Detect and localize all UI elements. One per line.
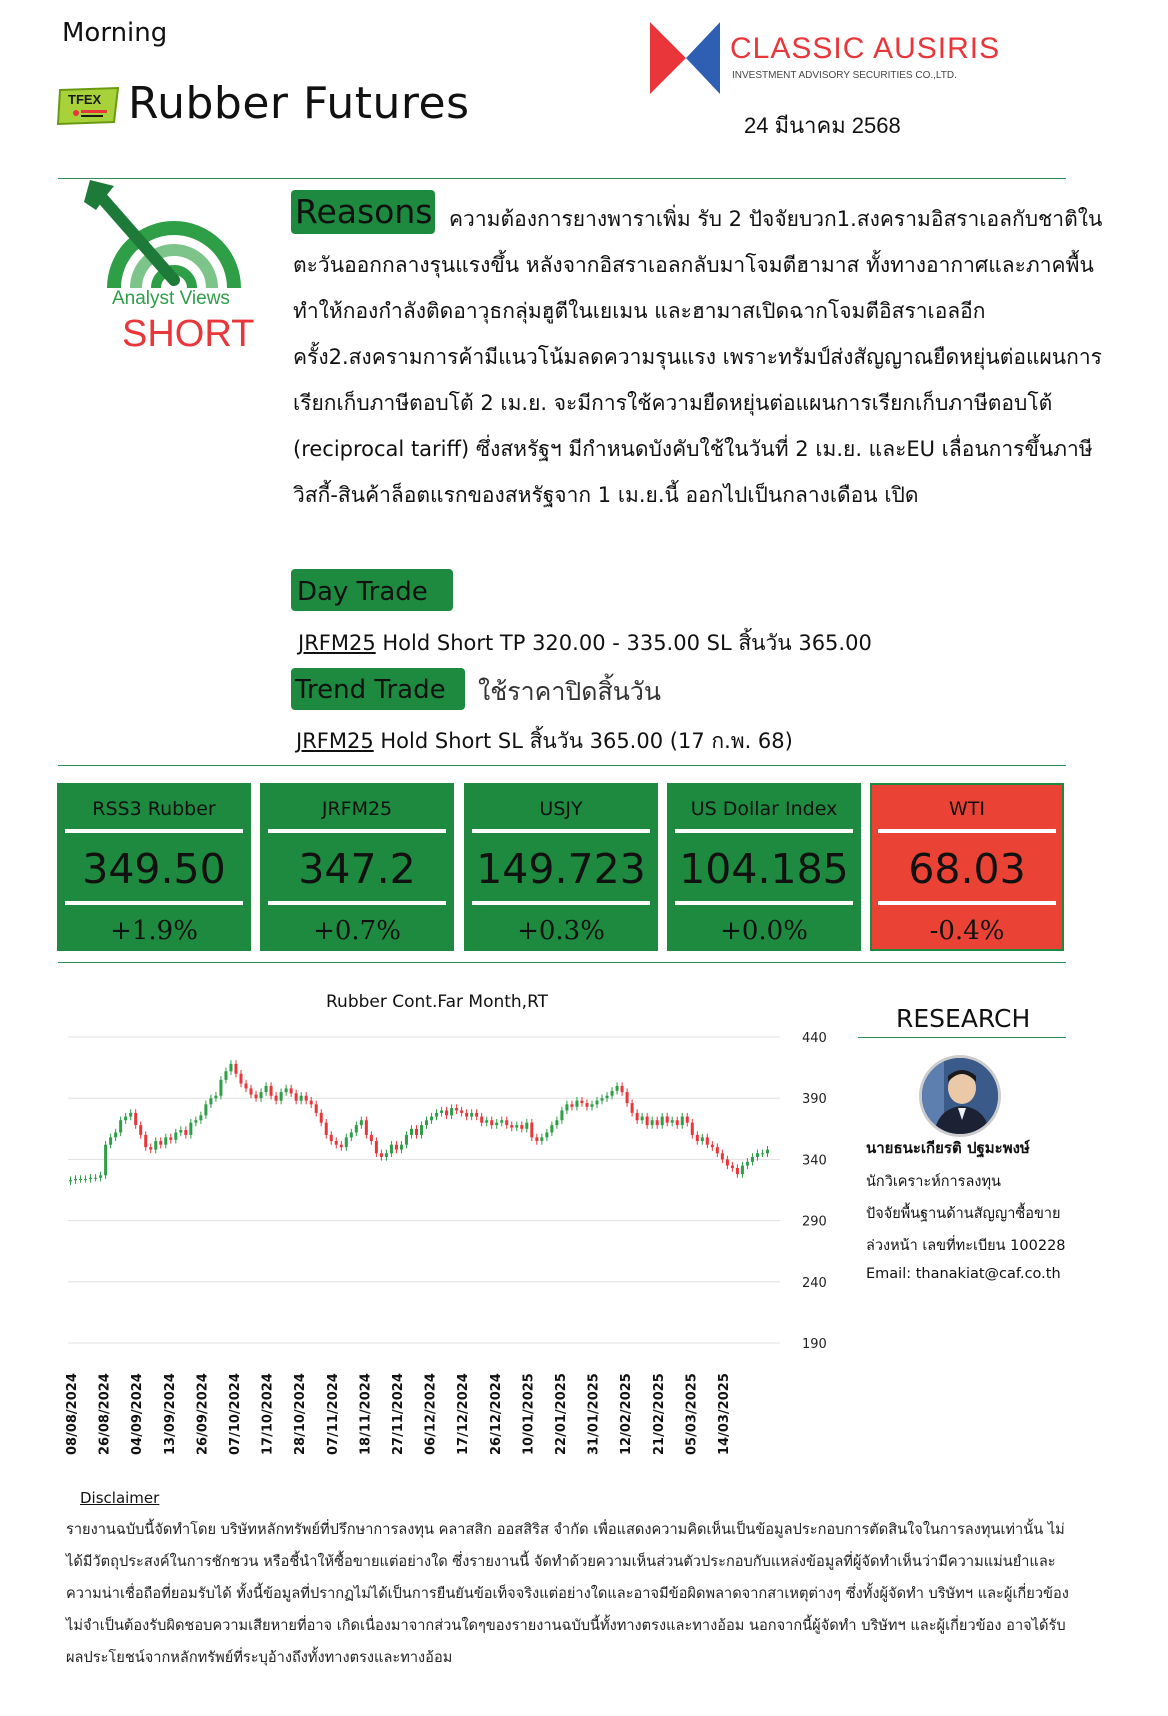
disclaimer-text: รายงานฉบับนี้จัดทำโดย บริษัทหลักทรัพย์ที่ปรึกษาการลงทุน คลาสสิก ออสสิริส จำกัด เพื่อแสดงความคิดเห็นเป็นข้อมูลประกอบการตัดสินใจในการลงทุนเท่านั้น ไม่ได้มีวัตถุประสงค์ในการชักชวน หรือชี้นำให้ซื้อขายแต่อย่างใด ซึ่งรายงานนี้ จัดทำด้วยความเห็นส่วนตัวประกอบกับแหล่งข้อมูลที่ผู้จัดทำเห็นว่ามีความแม่นยำและความน่าเชื่อถือที่ยอมรับได้ ทั้งนี้ข้อมูลที่ปรากฏไม่ได้เป็นการยืนยันข้อเท็จจริงแต่อย่างใดและอาจมีข้อผิดพลาดจากสาเหตุต่างๆ ซึ่งทั้งผู้จัดทำ บริษัทฯ และผู้เกี่ยวข้องไม่จำเป็นต้องรับผิดชอบความเสียหายที่อาจ เกิดเนื่องมาจากส่วนใดๆของรายงานฉบับนี้ทั้งทางตรงและทางอ้อม นอกจากนี้ผู้จัดทำ บริษัทฯ และผู้เกี่ยวข้อง อาจได้รับผลประโยชน์จากหลักทรัพย์ที่ระบุอ้างถึงทั้งทางตรงและทางอ้อม	[66, 1521, 1069, 1666]
candle	[239, 1074, 242, 1084]
candle	[445, 1110, 448, 1115]
x-tick-label: 12/02/2025	[619, 1373, 635, 1455]
candle	[596, 1101, 599, 1105]
candle	[255, 1095, 258, 1099]
candle	[656, 1120, 659, 1125]
candle	[360, 1120, 363, 1125]
candle	[641, 1117, 644, 1121]
candle	[711, 1145, 714, 1147]
candle	[94, 1178, 97, 1179]
reasons-label: Reasons	[291, 190, 435, 234]
avatar	[919, 1055, 1001, 1137]
ticker-change: -0.4%	[929, 916, 1005, 946]
candle	[104, 1145, 107, 1176]
candle	[169, 1137, 172, 1139]
candle	[149, 1147, 152, 1149]
candle	[701, 1137, 704, 1141]
ticker-box-wti	[870, 783, 1064, 951]
x-tick-label: 18/11/2024	[358, 1373, 374, 1455]
x-tick-label: 06/12/2024	[423, 1373, 439, 1455]
candle	[485, 1120, 488, 1122]
candle	[495, 1123, 498, 1125]
candle	[260, 1092, 263, 1098]
ticker-box-usjy	[464, 783, 658, 951]
x-tick-label: 21/02/2025	[651, 1373, 667, 1455]
candle	[265, 1086, 268, 1092]
candle	[400, 1145, 403, 1150]
analyst-role: นักวิเคราะห์การลงทุน	[866, 1174, 1001, 1190]
ticker-value: 104.185	[679, 845, 849, 893]
candle	[510, 1125, 513, 1127]
candle	[475, 1113, 478, 1117]
candle	[420, 1125, 423, 1135]
candle	[616, 1086, 619, 1091]
ticker-label: WTI	[949, 798, 985, 820]
trend-trade-label: Trend Trade	[291, 668, 465, 710]
page-title: Rubber Futures	[128, 78, 470, 129]
x-tick-label: 14/03/2025	[717, 1373, 732, 1455]
trend-trade-line	[296, 725, 793, 758]
candle	[219, 1080, 222, 1096]
ticker-change: +0.0%	[720, 916, 808, 946]
ticker-value: 349.50	[82, 845, 226, 893]
candle	[405, 1135, 408, 1145]
candle	[69, 1180, 72, 1181]
candle	[741, 1166, 744, 1175]
x-tick-label: 26/12/2024	[488, 1373, 504, 1455]
candle	[194, 1120, 197, 1122]
candle	[350, 1132, 353, 1137]
candle	[555, 1120, 558, 1125]
candle	[345, 1137, 348, 1147]
candle	[696, 1135, 699, 1141]
candle	[465, 1113, 468, 1117]
candle	[651, 1120, 654, 1125]
tfex-badge-text: TFEX	[68, 92, 102, 107]
candle	[626, 1092, 629, 1103]
candle	[370, 1135, 373, 1141]
candle	[124, 1117, 127, 1121]
candle	[355, 1125, 358, 1132]
candle	[736, 1168, 739, 1174]
candle	[550, 1125, 553, 1132]
analyst-views-label: Analyst Views	[112, 288, 230, 309]
candle	[159, 1141, 162, 1145]
x-tick-label: 05/03/2025	[684, 1373, 700, 1455]
analyst-desc-2: ล่วงหน้า เลขที่ทะเบียน 100228	[866, 1238, 1066, 1254]
candle	[666, 1117, 669, 1123]
x-tick-label: 07/10/2024	[228, 1373, 243, 1455]
candle	[214, 1096, 217, 1098]
day-trade-symbol: JRFM25	[298, 631, 376, 655]
x-tick-label: 26/09/2024	[195, 1373, 211, 1455]
x-tick-label: 28/10/2024	[293, 1373, 309, 1455]
ticker-box-jrfm25	[260, 783, 454, 951]
candle	[535, 1137, 538, 1141]
x-tick-label: 31/01/2025	[586, 1373, 602, 1455]
candle	[224, 1071, 227, 1080]
x-tick-label: 13/09/2024	[162, 1373, 178, 1455]
candle	[330, 1135, 333, 1141]
candle	[380, 1153, 383, 1157]
candle	[295, 1093, 298, 1100]
candle	[199, 1115, 202, 1120]
x-tick-label: 17/10/2024	[260, 1373, 276, 1455]
candle	[114, 1132, 117, 1137]
candle	[636, 1113, 639, 1120]
candle	[119, 1120, 122, 1132]
candle	[570, 1104, 573, 1106]
candle	[234, 1064, 237, 1074]
day-trade-text: Hold Short TP 320.00 - 335.00 SL สิ้นวัน 365.00	[375, 631, 872, 655]
candle	[285, 1088, 288, 1092]
candle	[515, 1125, 518, 1127]
candle	[415, 1129, 418, 1135]
candle	[575, 1101, 578, 1107]
candle	[315, 1104, 318, 1113]
candle	[726, 1159, 729, 1165]
tfex-badge-icon	[54, 84, 122, 128]
candle	[174, 1132, 177, 1139]
candle	[706, 1137, 709, 1144]
trend-trade-text: Hold Short SL สิ้นวัน 365.00 (17 ก.พ. 68)	[373, 729, 793, 753]
y-tick-label: 340	[802, 1153, 827, 1169]
candle	[661, 1117, 664, 1126]
x-tick-label: 04/09/2024	[130, 1373, 146, 1455]
candle	[460, 1110, 463, 1112]
price-chart	[60, 1025, 850, 1475]
candle	[480, 1117, 483, 1123]
edition-label: Morning	[62, 18, 168, 48]
analyst-photo-icon	[922, 1058, 998, 1134]
disclaimer-heading: Disclaimer	[80, 1489, 160, 1507]
candle	[425, 1120, 428, 1125]
day-trade-label: Day Trade	[291, 569, 453, 611]
candle	[520, 1125, 523, 1129]
candle	[74, 1179, 77, 1180]
candle	[430, 1117, 433, 1121]
candle	[129, 1113, 132, 1117]
candle	[560, 1110, 563, 1120]
candle	[250, 1088, 253, 1094]
signal-label: SHORT	[122, 313, 255, 355]
candle	[435, 1113, 438, 1117]
candle	[671, 1120, 674, 1122]
ticker-box-rss3	[57, 783, 251, 951]
x-tick-label: 17/12/2024	[456, 1373, 472, 1455]
analyst-name: นายธนะเกียรติ ปฐมะพงษ์	[866, 1139, 1030, 1157]
candle	[761, 1153, 764, 1154]
candle	[601, 1098, 604, 1100]
candle	[109, 1137, 112, 1144]
candle	[676, 1120, 679, 1125]
x-tick-label: 08/08/2024	[65, 1373, 80, 1455]
y-tick-label: 440	[802, 1031, 827, 1046]
research-heading: RESEARCH	[896, 1004, 1031, 1033]
candle	[611, 1091, 614, 1096]
candle	[340, 1145, 343, 1147]
analyst-desc-1: ปัจจัยพื้นฐานด้านสัญญาซื้อขาย	[866, 1206, 1061, 1222]
candle	[270, 1086, 273, 1096]
brand-name: CLASSIC AUSIRIS	[730, 32, 1001, 65]
candle	[204, 1104, 207, 1115]
candle	[99, 1175, 102, 1177]
ticker-value: 68.03	[908, 845, 1026, 893]
candle	[681, 1117, 684, 1126]
target-icon	[76, 176, 262, 336]
candle	[325, 1123, 328, 1135]
candle	[390, 1145, 393, 1154]
divider	[58, 765, 1066, 766]
company-logo-icon	[650, 22, 720, 94]
candle	[525, 1123, 528, 1129]
candle	[154, 1141, 157, 1150]
ticker-change: +0.3%	[517, 916, 605, 946]
trend-trade-symbol: JRFM25	[296, 729, 374, 753]
trend-trade-note: ใช้ราคาปิดสิ้นวัน	[478, 677, 661, 706]
candle	[209, 1098, 212, 1104]
candle	[450, 1108, 453, 1115]
candle	[139, 1125, 142, 1135]
candle	[144, 1135, 147, 1147]
candle	[89, 1178, 92, 1179]
ticker-value: 149.723	[476, 845, 646, 893]
y-tick-label: 390	[802, 1092, 827, 1108]
analyst-email: Email: thanakiat@caf.co.th	[866, 1266, 1061, 1282]
divider	[858, 1037, 1066, 1038]
candle	[580, 1101, 583, 1103]
candle	[385, 1153, 388, 1157]
candle	[134, 1113, 137, 1125]
x-tick-label: 10/01/2025	[521, 1373, 537, 1455]
candle	[179, 1130, 182, 1132]
candle	[365, 1120, 368, 1135]
candle	[440, 1110, 443, 1112]
candle	[189, 1123, 192, 1135]
candle	[280, 1092, 283, 1101]
day-trade-line	[298, 627, 872, 660]
ticker-label: US Dollar Index	[690, 798, 838, 820]
candle	[335, 1141, 338, 1145]
x-tick-label: 22/01/2025	[554, 1373, 569, 1455]
y-tick-label: 190	[802, 1337, 827, 1352]
candle	[245, 1084, 248, 1089]
candle	[585, 1103, 588, 1107]
candle	[229, 1064, 232, 1071]
candle	[606, 1096, 609, 1098]
candle	[410, 1129, 413, 1135]
candle	[766, 1150, 769, 1154]
ticker-change: +1.9%	[110, 916, 198, 946]
ticker-label: JRFM25	[321, 798, 393, 820]
ticker-box-dxy	[667, 783, 861, 951]
candle	[305, 1096, 308, 1101]
candle	[686, 1117, 689, 1123]
candle	[565, 1104, 568, 1110]
x-tick-label: 27/11/2024	[391, 1373, 406, 1455]
x-tick-label: 07/11/2024	[325, 1373, 341, 1455]
candle	[490, 1120, 493, 1125]
candle	[691, 1123, 694, 1135]
candle	[646, 1117, 649, 1126]
x-tick-label: 26/08/2024	[97, 1373, 113, 1455]
candle	[395, 1145, 398, 1150]
chart-title: Rubber Cont.Far Month,RT	[326, 992, 549, 1012]
candle	[455, 1108, 458, 1110]
candle	[375, 1141, 378, 1153]
candle	[631, 1103, 634, 1113]
report-date: 24 มีนาคม 2568	[744, 113, 901, 138]
candle	[540, 1137, 543, 1141]
candle	[731, 1166, 734, 1168]
candle	[300, 1096, 303, 1101]
candle	[500, 1120, 503, 1122]
divider	[58, 962, 1066, 963]
candle	[505, 1120, 508, 1125]
candle	[746, 1162, 749, 1166]
candle	[530, 1123, 533, 1138]
ticker-value: 347.2	[298, 845, 416, 893]
candle	[320, 1113, 323, 1123]
brand-subtitle: INVESTMENT ADVISORY SECURITIES CO.,LTD.	[732, 70, 957, 81]
candle	[470, 1113, 473, 1117]
candle	[721, 1153, 724, 1159]
reasons-text: ความต้องการยางพาราเพิ่ม รับ 2 ปัจจัยบวก1.สงครามอิสราเอลกับชาติในตะวันออกกลางรุนแรงขึ้น หลังจากอิสราเอลกลับมาโจมตีฮามาส ทั้งทางอากาศและภาคพื้น ทำให้กองกำลังติดอาวุธกลุ่มฮูตีในเยเมน และฮามาสเปิดฉากโจมตีอิสราเอลอีกครั้ง2.สงครามการค้ามีแนวโน้มลดความรุนแรง เพราะทรัมป์ส่งสัญญาณยืดหยุ่นต่อแผนการเรียกเก็บภาษีตอบโต้ 2 เม.ย. จะมีการใช้ความยืดหยุ่นต่อแผนการเรียกเก็บภาษีตอบโต้ (reciprocal tariff) ซึ่งสหรัฐฯ มีกำหนดบังคับใช้ในวันที่ 2 เม.ย. และEU เลื่อนการขึ้นภาษีวิสกี้-สินค้าล็อตแรกของสหรัฐจาก 1 เม.ย.นี้ ออกไปเป็นกลางเดือน เปิด	[293, 207, 1103, 507]
ticker-change: +0.7%	[313, 916, 401, 946]
candle	[79, 1179, 82, 1180]
candle	[545, 1132, 548, 1137]
ticker-label: USJY	[539, 798, 583, 820]
candle	[310, 1101, 313, 1105]
candle	[184, 1130, 187, 1135]
ticker-label: RSS3 Rubber	[92, 798, 216, 820]
candle	[84, 1179, 87, 1180]
candle	[164, 1137, 167, 1144]
y-tick-label: 290	[802, 1214, 827, 1230]
candle	[716, 1147, 719, 1153]
candle	[621, 1086, 624, 1092]
candle	[590, 1104, 593, 1106]
candle	[290, 1088, 293, 1093]
candle	[751, 1157, 754, 1162]
y-tick-label: 240	[802, 1275, 827, 1291]
candle	[756, 1153, 759, 1157]
candle	[275, 1096, 278, 1101]
